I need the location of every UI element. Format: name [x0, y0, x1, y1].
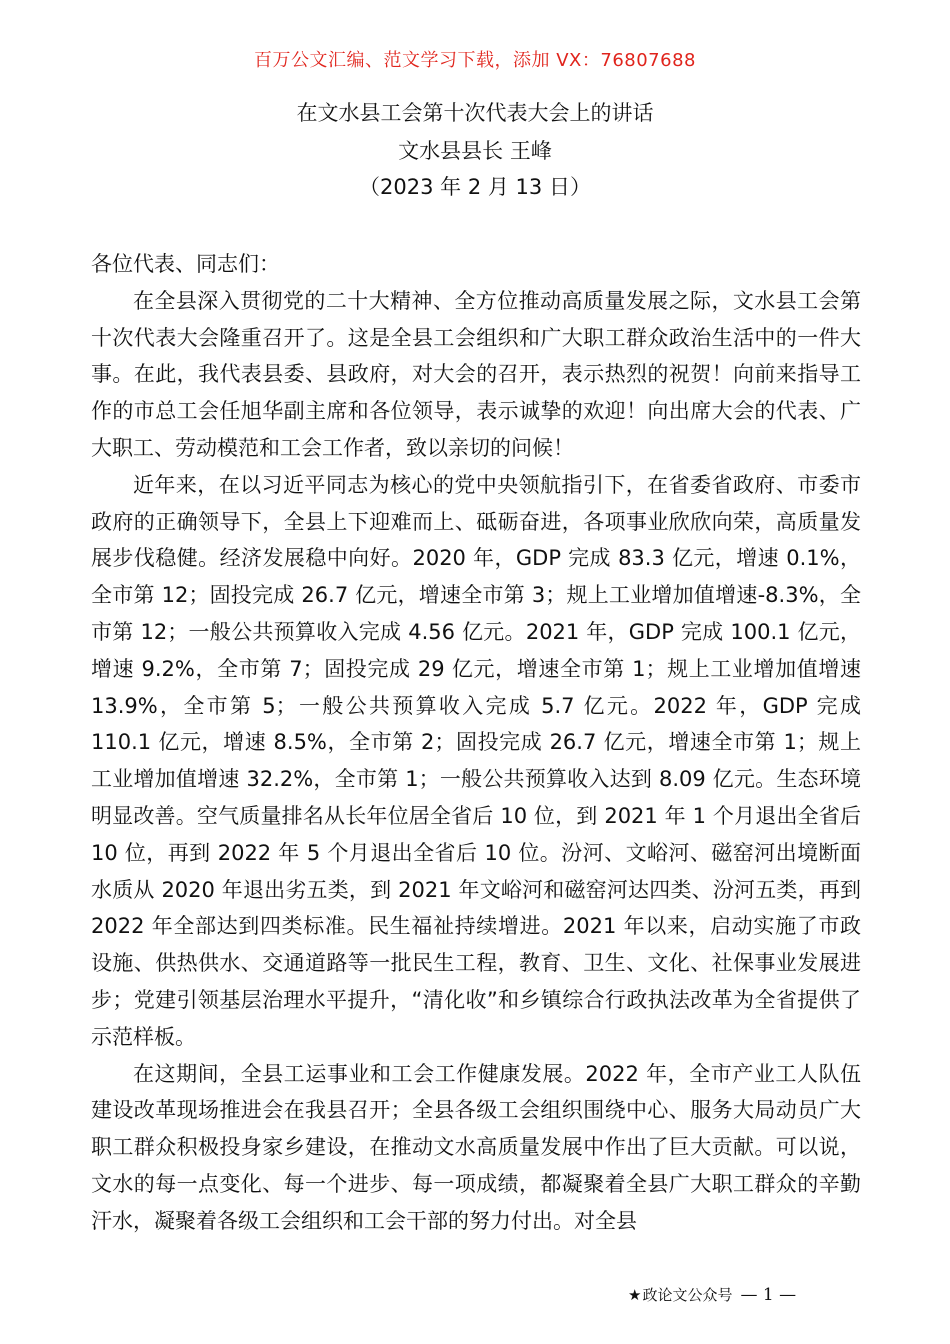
speech-title: 在文水县工会第十次代表大会上的讲话	[296, 101, 654, 125]
speech-body	[91, 246, 861, 1240]
page-footer	[628, 1284, 796, 1306]
page-number: — 1 —	[740, 1285, 797, 1305]
speaker-line: 文水县县长 王峰	[398, 139, 552, 163]
paragraph-3: 在这期间，全县工运事业和工会工作健康发展。2022 年，全市产业工人队伍建设改革现场推进会在我县召开；全县各级工会组织围绕中心、服务大局动员广大职工群众积极投身家乡建设，在推动文水高质量发展中作出了巨大贡献。可以说，文水的每一点变化、每一个进步、每一项成绩，都凝聚着全县广大职工群众的辛勤汗水，凝聚着各级工会组织和工会干部的努力付出。对全县	[91, 1061, 861, 1233]
star-icon: ★	[628, 1286, 642, 1304]
paragraph-1: 在全县深入贯彻党的二十大精神、全方位推动高质量发展之际，文水县工会第十次代表大会隆重召开了。这是全县工会组织和广大职工群众政治生活中的一件大事。在此，我代表县委、县政府，对大会的召开，表示热烈的祝贺！向前来指导工作的市总工会任旭华副主席和各位领导，表示诚挚的欢迎！向出席大会的代表、广大职工、劳动模范和工会工作者，致以亲切的问候！	[91, 288, 861, 460]
speech-date: （2023 年 2 月 13 日）	[359, 175, 591, 199]
paragraph-2: 近年来，在以习近平同志为核心的党中央领航指引下，在省委省政府、市委市政府的正确领导下，全县上下迎难而上、砥砺奋进，各项事业欣欣向荣，高质量发展步伐稳健。经济发展稳中向好。2020 年，GDP 完成 83.3 亿元，增速 0.1%，全市第 12；固投完成 26.7 亿元，增速全市第 3；规上工业增加值增速-8.3%，全市第 12；一般公共预算收入完成 4.56 亿元。2021 年，GDP 完成 100.1 亿元，增速 9.2%，全市第 7；固投完成 29 亿元，增速全市第 1；规上工业增加值增速 13.9%，全市第 5；一般公共预算收入完成 5.7 亿元。2022 年，GDP 完成 110.1 亿元，增速 8.5%，全市第 2；固投完成 26.7 亿元，增速全市第 1；规上工业增加值增速 32.2%，全市第 1；一般公共预算收入达到 8.09 亿元。生态环境明显改善。空气质量排名从长年位居全省后 10 位，到 2021 年 1 个月退出全省后 10 位，再到 2022 年 5 个月退出全省后 10 位。汾河、文峪河、磁窑河出境断面水质从 2020 年退出劣五类，到 2021 年文峪河和磁窑河达四类、汾河五类，再到 2022 年全部达到四类标准。民生福祉持续增进。2021 年以来，启动实施了市政设施、供热供水、交通道路等一批民生工程，教育、卫生、文化、社保事业发展进步；党建引领基层治理水平提升，“清化收”和乡镇综合行政执法改革为全省提供了示范样板。	[91, 472, 861, 1049]
salutation: 各位代表、同志们：	[91, 252, 280, 276]
promo-banner: 百万公文汇编、范文学习下载，添加 VX：76807688	[254, 50, 696, 71]
footer-source: 政论文公众号	[642, 1286, 733, 1304]
